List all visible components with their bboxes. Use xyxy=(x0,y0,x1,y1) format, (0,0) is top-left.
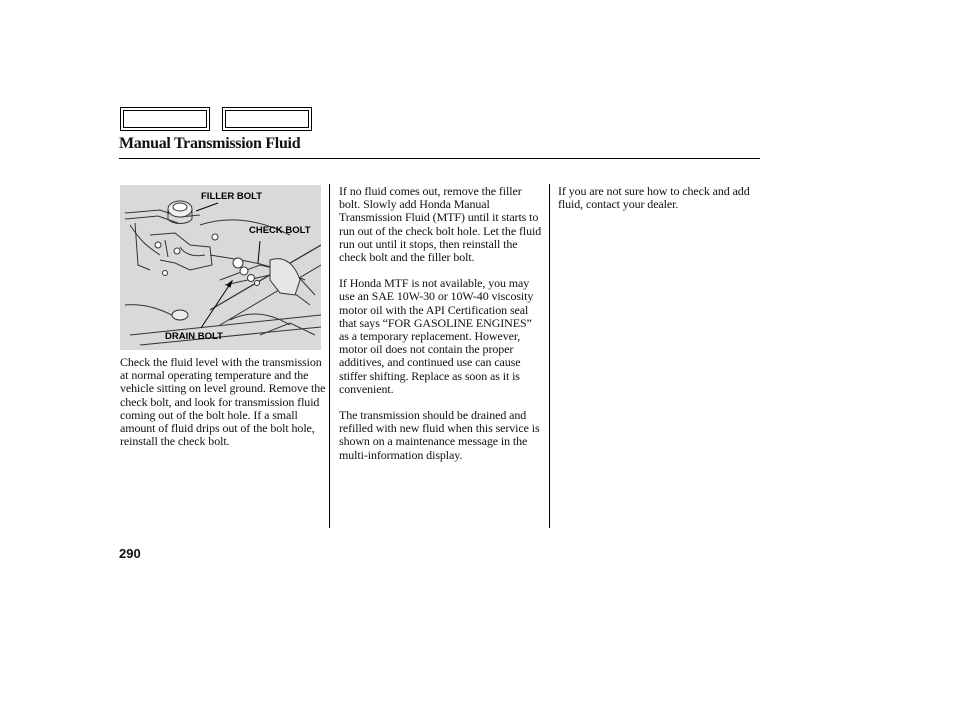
transmission-drawing xyxy=(120,185,321,350)
paragraph: If Honda MTF is not available, you may use an SAE 10W-30 or 10W-40 viscosity motor oil with the API Certification seal that says “FOR GASOLINE ENGINES” as a temporary replacement. However, motor oil does not contain the proper additives, and continued use can cause stiffer shifting. Replace as soon as it is convenient. xyxy=(339,276,534,396)
filler-bolt-label: FILLER BOLT xyxy=(201,191,263,202)
paragraph: The transmission should be drained and refilled with new fluid when this service is shown on a maintenance message in the multi-information display. xyxy=(339,408,540,462)
column-1-text xyxy=(120,356,326,448)
paragraph: Check the fluid level with the transmission at normal operating temperature and the vehicle sitting on level ground. Remove the check bolt, and look for transmission fluid coming out of the bolt hole. If a small amount of fluid drips out of the bolt hole, reinstall the check bolt. xyxy=(120,355,326,449)
paragraph: If no fluid comes out, remove the filler bolt. Slowly add Honda Manual Transmission Fluid (MTF) until it starts to run out of the check bolt hole. Let the fluid run out until it stops, then reinstall the check bolt and the filler bolt. xyxy=(339,184,542,265)
drain-bolt-label: DRAIN BOLT xyxy=(165,331,223,342)
column-3-text xyxy=(558,185,763,224)
column-2-text xyxy=(339,185,544,475)
transmission-illustration xyxy=(120,185,321,350)
column-divider xyxy=(549,184,550,528)
page-title: Manual Transmission Fluid xyxy=(119,135,301,152)
title-rule xyxy=(119,158,760,159)
check-bolt-label: CHECK BOLT xyxy=(249,225,311,236)
nav-tab-box-1[interactable] xyxy=(120,107,210,131)
paragraph: If you are not sure how to check and add fluid, contact your dealer. xyxy=(558,184,750,212)
nav-tab-box-2[interactable] xyxy=(222,107,312,131)
column-divider xyxy=(329,184,330,528)
page-number: 290 xyxy=(119,546,141,561)
